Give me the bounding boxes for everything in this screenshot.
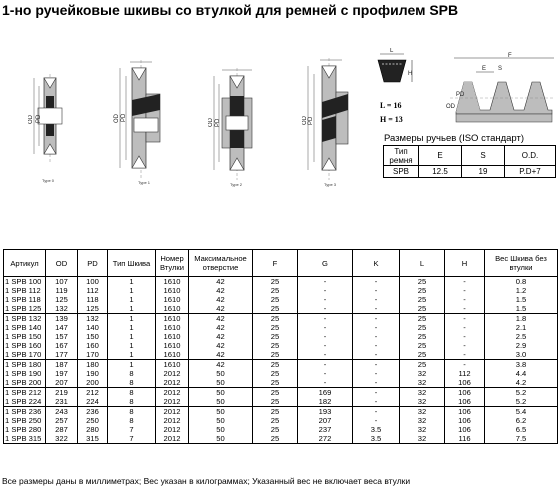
table-cell: -	[353, 350, 400, 360]
table-cell: 272	[298, 434, 353, 444]
table-cell: 1	[108, 360, 156, 370]
table-cell: 25	[253, 314, 298, 324]
table-cell: 42	[189, 332, 253, 341]
groove-dim-pd: PD	[456, 92, 465, 98]
table-cell: 1610	[156, 332, 189, 341]
table-cell: 132	[78, 314, 108, 324]
table-cell: 139	[46, 314, 78, 324]
article-cell: 1 SPB 100	[4, 277, 46, 287]
table-cell: 0.8	[485, 277, 558, 287]
table-cell: 160	[78, 341, 108, 350]
table-cell: -	[445, 295, 485, 304]
article-cell: 1 SPB 180	[4, 360, 46, 370]
header-bushing-number: Номер Втулки	[156, 250, 189, 277]
table-cell: 25	[253, 295, 298, 304]
table-cell: 1610	[156, 323, 189, 332]
table-cell: 106	[445, 378, 485, 388]
table-cell: 132	[46, 304, 78, 314]
table-cell: 25	[253, 360, 298, 370]
table-cell: 7	[108, 425, 156, 434]
table-cell: 25	[400, 277, 445, 287]
article-cell: 1 SPB 315	[4, 434, 46, 444]
header-pd: PD	[78, 250, 108, 277]
table-header-row	[384, 146, 556, 166]
table-cell: -	[353, 397, 400, 407]
table-cell: 32	[400, 416, 445, 425]
article-cell: 1 SPB 150	[4, 332, 46, 341]
dim-label-od: OD	[28, 115, 34, 124]
table-cell: 25	[400, 286, 445, 295]
article-cell: 1 SPB 140	[4, 323, 46, 332]
table-cell: -	[298, 360, 353, 370]
table-cell: 25	[253, 388, 298, 398]
table-row	[4, 341, 558, 350]
table-cell: -	[298, 314, 353, 324]
table-cell: -	[298, 341, 353, 350]
table-cell: 150	[78, 332, 108, 341]
groove-dim-e: E	[482, 66, 487, 72]
table-cell: 8	[108, 378, 156, 388]
pulley-type-0-drawing	[28, 72, 72, 190]
groove-dim-s: S	[498, 66, 503, 72]
table-row	[4, 388, 558, 398]
table-cell: 42	[189, 350, 253, 360]
table-cell: P.D+7	[505, 166, 556, 178]
footnote: Все размеры даны в миллиметрах; Вес указан в килограммах; Указанный вес не включает веса втулки	[2, 476, 411, 486]
table-cell: 25	[253, 425, 298, 434]
table-cell: 3.0	[485, 350, 558, 360]
table-cell: 25	[400, 350, 445, 360]
table-cell: 2012	[156, 425, 189, 434]
dim-label-od: OD	[208, 118, 214, 127]
table-row	[4, 304, 558, 314]
article-cell: 1 SPB 112	[4, 286, 46, 295]
table-cell: 315	[78, 434, 108, 444]
table-cell: 2.9	[485, 341, 558, 350]
table-cell: 42	[189, 295, 253, 304]
groove-dim-f: F	[508, 53, 512, 59]
table-cell: 193	[298, 407, 353, 417]
table-cell: 8	[108, 388, 156, 398]
table-cell: 231	[46, 397, 78, 407]
table-cell: 50	[189, 434, 253, 444]
header-g: G	[298, 250, 353, 277]
table-row	[4, 277, 558, 287]
type-caption-1: Type 1	[138, 180, 151, 185]
table-cell: 140	[78, 323, 108, 332]
pulley-type-1-drawing	[112, 60, 170, 188]
table-cell: 25	[253, 304, 298, 314]
table-cell: 250	[78, 416, 108, 425]
table-cell: 25	[253, 277, 298, 287]
table-cell: -	[353, 332, 400, 341]
table-cell: -	[298, 304, 353, 314]
header-l: L	[400, 250, 445, 277]
table-cell: 25	[400, 323, 445, 332]
table-row	[4, 360, 558, 370]
table-cell: 190	[78, 369, 108, 378]
table-header-row	[4, 250, 558, 277]
groove-header-od: O.D.	[505, 146, 556, 166]
table-cell: 125	[46, 295, 78, 304]
table-cell: 32	[400, 378, 445, 388]
table-row	[4, 434, 558, 444]
table-cell: -	[445, 286, 485, 295]
table-cell: -	[445, 360, 485, 370]
table-cell: -	[445, 314, 485, 324]
groove-profile-drawing	[446, 52, 558, 130]
table-cell: 1	[108, 314, 156, 324]
article-cell: 1 SPB 190	[4, 369, 46, 378]
table-cell: 125	[78, 304, 108, 314]
table-cell: -	[353, 388, 400, 398]
table-cell: 287	[46, 425, 78, 434]
table-row	[4, 350, 558, 360]
table-cell: 106	[445, 388, 485, 398]
table-cell: -	[298, 277, 353, 287]
table-cell: 187	[46, 360, 78, 370]
spec-table	[3, 249, 558, 444]
table-cell: 25	[253, 369, 298, 378]
table-cell: 25	[400, 295, 445, 304]
table-cell: -	[353, 416, 400, 425]
table-cell: 1610	[156, 350, 189, 360]
table-cell: 1	[108, 295, 156, 304]
table-cell: 224	[78, 397, 108, 407]
table-cell: 50	[189, 369, 253, 378]
table-cell: 3.5	[353, 425, 400, 434]
belt-dim-h: H	[408, 71, 413, 77]
table-cell: 42	[189, 286, 253, 295]
table-cell: 212	[78, 388, 108, 398]
header-od: OD	[46, 250, 78, 277]
table-cell: -	[353, 369, 400, 378]
table-cell: -	[298, 350, 353, 360]
table-row	[4, 369, 558, 378]
table-cell: 32	[400, 425, 445, 434]
table-cell: 42	[189, 323, 253, 332]
table-cell: 50	[189, 416, 253, 425]
table-cell: -	[445, 341, 485, 350]
table-cell: 50	[189, 397, 253, 407]
table-cell: 197	[46, 369, 78, 378]
table-cell: 4.2	[485, 378, 558, 388]
table-cell: 42	[189, 314, 253, 324]
dim-label-pd: PD	[121, 113, 127, 122]
article-cell: 1 SPB 250	[4, 416, 46, 425]
table-cell: 25	[400, 341, 445, 350]
table-cell: 170	[78, 350, 108, 360]
table-cell: -	[445, 323, 485, 332]
table-cell: 4.4	[485, 369, 558, 378]
table-cell: 42	[189, 277, 253, 287]
table-cell: 8	[108, 369, 156, 378]
belt-h-value: H = 13	[380, 115, 403, 124]
table-cell: 112	[445, 369, 485, 378]
table-cell: 1	[108, 277, 156, 287]
type-caption-2: Type 2	[230, 182, 243, 187]
table-cell: 177	[46, 350, 78, 360]
table-cell: 116	[445, 434, 485, 444]
table-row	[4, 425, 558, 434]
table-cell: 42	[189, 360, 253, 370]
article-cell: 1 SPB 280	[4, 425, 46, 434]
table-cell: 1	[108, 350, 156, 360]
table-cell: 7	[108, 434, 156, 444]
table-cell: 243	[46, 407, 78, 417]
table-cell: 100	[78, 277, 108, 287]
table-cell: 2012	[156, 416, 189, 425]
table-cell: 1610	[156, 295, 189, 304]
groove-header-s: S	[462, 146, 505, 166]
dim-label-od: OD	[114, 114, 120, 123]
table-cell: 50	[189, 388, 253, 398]
table-cell: 50	[189, 425, 253, 434]
groove-dim-od: OD	[446, 104, 455, 110]
pulley-type-3-drawing	[302, 58, 354, 190]
table-cell: 6.5	[485, 425, 558, 434]
table-cell: 42	[189, 341, 253, 350]
table-cell: 19	[462, 166, 505, 178]
table-cell: 25	[400, 304, 445, 314]
table-row	[4, 397, 558, 407]
table-cell: 107	[46, 277, 78, 287]
table-cell: -	[353, 323, 400, 332]
table-cell: 1	[108, 332, 156, 341]
table-cell: -	[298, 323, 353, 332]
table-cell: -	[298, 378, 353, 388]
table-cell: 25	[253, 286, 298, 295]
table-cell: 5.2	[485, 397, 558, 407]
table-cell: 25	[253, 350, 298, 360]
table-row	[4, 323, 558, 332]
table-cell: 8	[108, 397, 156, 407]
type-caption-0: Type 0	[42, 178, 55, 183]
page-title: 1-но ручейковые шкивы со втулкой для ремней с профилем SPB	[2, 2, 459, 18]
table-cell: 3.5	[353, 434, 400, 444]
table-cell: 32	[400, 369, 445, 378]
table-cell: -	[353, 295, 400, 304]
table-cell: 219	[46, 388, 78, 398]
table-cell: 2012	[156, 397, 189, 407]
table-cell: 25	[400, 332, 445, 341]
table-cell: 280	[78, 425, 108, 434]
header-k: K	[353, 250, 400, 277]
article-cell: 1 SPB 125	[4, 304, 46, 314]
table-row	[4, 295, 558, 304]
article-cell: 1 SPB 170	[4, 350, 46, 360]
table-cell: 1610	[156, 277, 189, 287]
table-cell: 25	[253, 378, 298, 388]
table-cell: 106	[445, 416, 485, 425]
dim-label-pd: PD	[308, 116, 314, 125]
article-cell: 1 SPB 236	[4, 407, 46, 417]
table-cell: -	[445, 277, 485, 287]
table-cell: -	[353, 286, 400, 295]
table-cell: 8	[108, 416, 156, 425]
table-cell: 1	[108, 341, 156, 350]
table-cell: 1610	[156, 360, 189, 370]
table-cell: 12.5	[419, 166, 462, 178]
table-cell: 25	[253, 341, 298, 350]
table-cell: 2012	[156, 388, 189, 398]
table-cell: -	[298, 295, 353, 304]
header-max-bore: Максимальное отверстие	[189, 250, 253, 277]
table-cell: -	[353, 277, 400, 287]
article-cell: 1 SPB 200	[4, 378, 46, 388]
table-cell: 2.5	[485, 332, 558, 341]
table-row	[4, 407, 558, 417]
table-cell: -	[445, 350, 485, 360]
belt-l-value: L = 16	[380, 101, 402, 110]
table-cell: 42	[189, 304, 253, 314]
table-row	[4, 378, 558, 388]
header-h: H	[445, 250, 485, 277]
type-caption-3: Type 3	[324, 182, 337, 187]
header-article: Артикул	[4, 250, 46, 277]
table-cell: 180	[78, 360, 108, 370]
belt-dim-l: L	[390, 48, 394, 54]
table-cell: 25	[400, 314, 445, 324]
table-cell: 119	[46, 286, 78, 295]
table-cell: 50	[189, 407, 253, 417]
table-cell: SPB	[384, 166, 419, 178]
dim-label-pd: PD	[215, 118, 221, 127]
belt-section-drawing	[370, 48, 418, 128]
article-cell: 1 SPB 118	[4, 295, 46, 304]
table-cell: -	[298, 332, 353, 341]
table-cell: -	[353, 378, 400, 388]
table-cell: 167	[46, 341, 78, 350]
table-cell: 169	[298, 388, 353, 398]
table-cell: 237	[298, 425, 353, 434]
table-cell: 2012	[156, 434, 189, 444]
table-cell: 3.8	[485, 360, 558, 370]
table-cell: 182	[298, 397, 353, 407]
table-cell: 1	[108, 286, 156, 295]
groove-table-title: Размеры ручьев (ISO стандарт)	[384, 133, 525, 144]
table-cell: 32	[400, 407, 445, 417]
table-row	[4, 332, 558, 341]
table-cell: 106	[445, 407, 485, 417]
table-cell: -	[353, 304, 400, 314]
article-cell: 1 SPB 160	[4, 341, 46, 350]
groove-header-e: E	[419, 146, 462, 166]
table-cell: 1	[108, 323, 156, 332]
header-f: F	[253, 250, 298, 277]
article-cell: 1 SPB 212	[4, 388, 46, 398]
table-cell: 1610	[156, 304, 189, 314]
table-cell: 1.2	[485, 286, 558, 295]
table-cell: 1610	[156, 286, 189, 295]
table-cell: -	[298, 369, 353, 378]
table-cell: 7.5	[485, 434, 558, 444]
table-cell: -	[353, 341, 400, 350]
table-row	[384, 166, 556, 178]
table-cell: 2012	[156, 369, 189, 378]
table-cell: 236	[78, 407, 108, 417]
pulley-type-2-drawing	[208, 68, 266, 190]
table-cell: 8	[108, 407, 156, 417]
table-cell: -	[298, 286, 353, 295]
header-pulley-type: Тип Шкива	[108, 250, 156, 277]
table-cell: 5.2	[485, 388, 558, 398]
table-cell: 1610	[156, 341, 189, 350]
table-cell: 1	[108, 304, 156, 314]
table-cell: 322	[46, 434, 78, 444]
table-cell: 1.5	[485, 295, 558, 304]
table-cell: 1.5	[485, 304, 558, 314]
table-cell: 25	[253, 416, 298, 425]
dim-label-pd: PD	[36, 114, 42, 123]
table-cell: 50	[189, 378, 253, 388]
table-cell: 32	[400, 397, 445, 407]
table-cell: 200	[78, 378, 108, 388]
table-row	[4, 286, 558, 295]
spec-table-body	[4, 277, 558, 444]
table-cell: 25	[253, 332, 298, 341]
table-row	[4, 416, 558, 425]
table-cell: 25	[253, 323, 298, 332]
table-cell: 257	[46, 416, 78, 425]
table-cell: 118	[78, 295, 108, 304]
table-cell: 207	[46, 378, 78, 388]
table-cell: 1610	[156, 314, 189, 324]
table-cell: 147	[46, 323, 78, 332]
table-cell: 5.4	[485, 407, 558, 417]
table-cell: 25	[253, 397, 298, 407]
table-cell: -	[445, 332, 485, 341]
article-cell: 1 SPB 132	[4, 314, 46, 324]
article-cell: 1 SPB 224	[4, 397, 46, 407]
table-cell: -	[353, 314, 400, 324]
table-cell: 2012	[156, 407, 189, 417]
table-cell: -	[445, 304, 485, 314]
table-cell: 6.2	[485, 416, 558, 425]
table-cell: 1.8	[485, 314, 558, 324]
table-cell: 2012	[156, 378, 189, 388]
table-cell: -	[353, 407, 400, 417]
table-cell: 112	[78, 286, 108, 295]
header-weight: Вес Шкива без втулки	[485, 250, 558, 277]
table-cell: 25	[253, 407, 298, 417]
groove-header-belt-type: Тип ремня	[384, 146, 419, 166]
table-cell: -	[353, 360, 400, 370]
table-cell: 106	[445, 397, 485, 407]
table-cell: 25	[400, 360, 445, 370]
groove-table	[383, 145, 556, 178]
table-cell: 157	[46, 332, 78, 341]
table-row	[4, 314, 558, 324]
dim-label-od: OD	[302, 116, 308, 125]
table-cell: 207	[298, 416, 353, 425]
table-cell: 106	[445, 425, 485, 434]
table-cell: 2.1	[485, 323, 558, 332]
table-cell: 32	[400, 434, 445, 444]
table-cell: 25	[253, 434, 298, 444]
table-cell: 32	[400, 388, 445, 398]
